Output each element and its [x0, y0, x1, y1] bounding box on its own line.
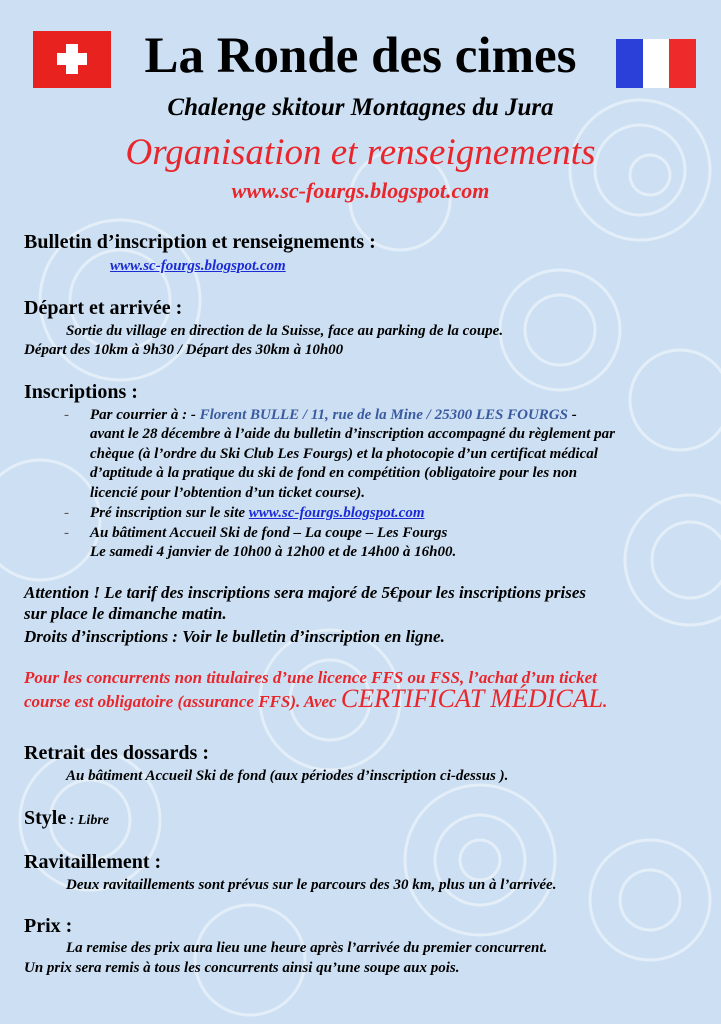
header-website: www.sc-fourgs.blogspot.com — [231, 178, 490, 203]
inscriptions-heading: Inscriptions : — [24, 381, 138, 403]
prix-line1: La remise des prix aura lieu une heure après l’arrivée du premier concurrent. — [66, 940, 548, 956]
preinscription-link[interactable]: www.sc-fourgs.blogspot.com — [248, 505, 425, 521]
postal-address: Florent BULLE / 11, rue de la Mine / 25300 LES FOURGS — [199, 407, 568, 423]
ravito-heading: Ravitaillement : — [24, 851, 162, 873]
inscription-item-courrier: Par courrier à : - Florent BULLE / 11, rue de la Mine / 25300 LES FOURGS - — [90, 407, 577, 423]
inscription-item-online: Pré inscription sur le site www.sc-fourgs.blogspot.com — [90, 505, 425, 521]
style-line: Style : Libre — [24, 807, 109, 829]
prix-heading: Prix : — [24, 915, 73, 937]
prix-line2: Un prix sera remis à tous les concurrents ainsi qu’une soupe aux pois. — [24, 960, 460, 976]
document-page: La Ronde des cimes Chalenge skitour Montagnes du Jura Organisation et renseignements www.sc-fourgs.blogspot.com Bulletin d’inscription et renseignements : www.sc-fourgs.blogspot.com Départ et arrivée : Sortie du village en direction de la Suisse, face au parking de la coupe. Départ des 10km à 9h30 / Départ des 30km à 10h00 Inscriptions : - Par courrier à : - Florent BULLE / 11, rue de la Mine / 25300 LES FOURGS - avant le 28 décembre à l’aide du bulletin d’inscription accompagné du règlement par chèque (à l’ordre du Ski Club Les Fourgs) et la photocopie d’un certificat médical d’aptitude à la pratique du ski de fond en compétition (obligatoire pour les non licencié pour l’obtention d’un ticket course). - Pré inscription sur le site www.sc-fourgs.blogspot.com - Au bâtiment Accueil Ski de fond – La coupe – Les Fourgs Le samedi 4 janvier de 10h00 à 12h00 et de 14h00 à 16h00. Attention ! Le tarif des inscriptions sera majoré de 5€pour les inscriptions prises sur place le dimanche matin. Droits d’inscriptions : Voir le bulletin d’inscription en ligne. Pour les concurrents non titulaires d’une licence FFS ou FSS, l’achat d’un ticket course est obligatoire (assurance FFS). Avec CERTIFICAT MÉDICAL. Retrait des dossards : Au bâtiment Accueil Ski de fond (aux périodes d’inscription ci-dessus ). Style : Libre Ravitaillement : Deux ravitaillements sont prévus sur le parcours des 30 km, plus un à l’arrivée. Prix : La remise des prix aura lieu une heure après l’arrivée du premier concurrent. Un prix sera remis à tous les concurrents ainsi qu’une soupe aux pois. — [0, 0, 721, 1024]
attention-line3: Droits d’inscriptions : Voir le bulletin d’inscription en ligne. — [24, 627, 445, 646]
attention-line2: sur place le dimanche matin. — [24, 604, 227, 623]
depart-heading: Départ et arrivée : — [24, 297, 183, 319]
page-title: La Ronde des cimes — [144, 28, 577, 84]
warning-line2: course est obligatoire (assurance FFS). Avec CERTIFICAT MÉDICAL. — [24, 684, 608, 713]
section-heading: Organisation et renseignements — [125, 132, 596, 173]
attention-line1: Attention ! Le tarif des inscriptions sera majoré de 5€pour les inscriptions prises — [24, 583, 587, 602]
depart-line2: Départ des 10km à 9h30 / Départ des 30km à 10h00 — [24, 342, 344, 358]
retrait-line: Au bâtiment Accueil Ski de fond (aux périodes d’inscription ci-dessus ). — [66, 768, 509, 784]
bulletin-link[interactable]: www.sc-fourgs.blogspot.com — [110, 258, 286, 274]
page-subtitle: Chalenge skitour Montagnes du Jura — [167, 94, 554, 121]
warning-line1: Pour les concurrents non titulaires d’une licence FFS ou FSS, l’achat d’un ticket — [24, 668, 597, 687]
retrait-heading: Retrait des dossards : — [24, 742, 209, 764]
certificat-medical: CERTIFICAT MÉDICAL — [340, 684, 604, 713]
bulletin-heading: Bulletin d’inscription et renseignements : — [24, 231, 376, 253]
depart-line1: Sortie du village en direction de la Suisse, face au parking de la coupe. — [66, 323, 504, 339]
inscription-item-batiment: Au bâtiment Accueil Ski de fond – La coupe – Les Fourgs — [90, 525, 448, 541]
ravito-line: Deux ravitaillements sont prévus sur le parcours des 30 km, plus un à l’arrivée. — [66, 877, 557, 893]
